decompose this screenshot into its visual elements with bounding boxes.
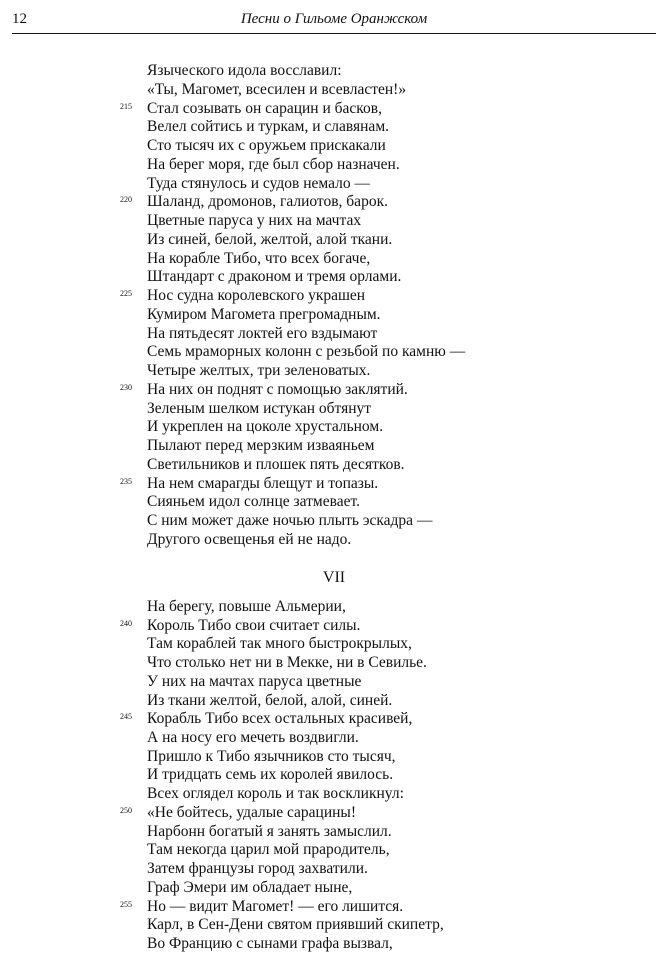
verse-line: На них он поднят с помощью заклятий.: [147, 380, 408, 398]
verse-line: Пылают перед мерзким изваяньем: [147, 437, 375, 455]
verse-line: Что столько нет ни в Мекке, ни в Севилье.: [147, 654, 427, 672]
verse-line: Велел сойтись и туркам, и славянам.: [147, 118, 389, 136]
verse-line: Стал созывать он сарацин и басков,: [147, 99, 382, 117]
verse-line: Нарбонн богатый я занять замыслил.: [147, 822, 392, 840]
verse-line: Языческого идола восславил:: [147, 62, 342, 79]
verse-line: На нем смарагды блещут и топазы.: [147, 474, 379, 492]
verse-line: «Не бойтесь, удалые сарацины!: [147, 803, 356, 821]
verse-line: Там некогда царил мой прародитель,: [147, 841, 390, 859]
verse-line: На берегу, повыше Альмерии,: [147, 598, 346, 615]
verse-line: Семь мраморных колонн с резьбой по камню —: [147, 343, 466, 361]
page-header: [12, 8, 656, 32]
verse-line: Корабль Тибо всех остальных красивей,: [147, 710, 413, 728]
verse-line: Цветные паруса у них на мачтах: [147, 212, 362, 230]
header-rule: [12, 33, 656, 34]
verse-line: И укреплен на цоколе хрустальном.: [147, 418, 384, 436]
verse-line: Пришло к Тибо язычников сто тысяч,: [147, 747, 396, 765]
line-number: 235: [120, 476, 132, 486]
line-number: 220: [120, 195, 132, 205]
verse-line: У них на мачтах паруса цветные: [147, 672, 362, 690]
verse-line: Из синей, белой, желтой, алой ткани.: [147, 230, 393, 248]
verse-line: Другого освещенья ей не надо.: [147, 531, 352, 548]
line-number: 230: [120, 382, 132, 392]
verse-line: Сто тысяч их с оружьем прискакали: [147, 137, 386, 155]
line-number: 225: [120, 289, 132, 299]
line-number: 240: [120, 618, 132, 628]
verse-line: Граф Эмери им обладает ныне,: [147, 878, 353, 896]
verse-line: С ним может даже ночью плыть эскадра —: [147, 512, 433, 530]
verse-line: Затем французы город захватили.: [147, 860, 368, 878]
verse-line: На пятьдесят локтей его вздымают: [147, 324, 378, 342]
verse-line: Из ткани желтой, белой, алой, синей.: [147, 691, 393, 709]
verse-line: Кумиром Магомета прегромадным.: [147, 305, 381, 323]
verse-line: Но — видит Магомет! — его лишится.: [147, 897, 404, 915]
verse-line: Четыре желтых, три зеленоватых.: [147, 362, 371, 380]
verse-line: И тридцать семь их королей явилось.: [147, 766, 394, 784]
verse-line: Туда стянулось и судов немало —: [147, 174, 370, 192]
verse-line: Во Францию с сынами графа вызвал,: [147, 934, 393, 952]
verse-line: Там кораблей так много быстрокрылых,: [147, 635, 412, 653]
line-number: 245: [120, 712, 132, 722]
line-number: 255: [120, 899, 132, 909]
verse-line: Шаланд, дромонов, галиотов, барок.: [147, 193, 388, 211]
verse-line: Светильников и плошек пять десятков.: [147, 455, 405, 473]
running-title: Песни о Гильоме Оранжском: [240, 11, 428, 27]
verse-line: На берег моря, где был сбор назначен.: [147, 155, 400, 173]
verse-line: Штандарт с драконом и тремя орлами.: [147, 268, 402, 286]
line-number: 250: [120, 805, 132, 815]
line-number: 215: [120, 101, 132, 111]
verse-line: Нос судна королевского украшен: [147, 287, 366, 305]
verse-line: «Ты, Магомет, всесилен и всевластен!»: [147, 80, 407, 98]
verse-line: А на носу его мечеть воздвигли.: [147, 729, 359, 747]
verse-line: Карл, в Сен-Дени святом приявший скипетр,: [147, 916, 444, 934]
page-number: 12: [12, 11, 27, 27]
verse-line: Всех оглядел король и так воскликнул:: [147, 785, 404, 803]
verse-line: На корабле Тибо, что всех богаче,: [147, 249, 371, 267]
verse-line: Сияньем идол солнце затмевает.: [147, 493, 360, 511]
verse-line: Зеленым шелком истукан обтянут: [147, 399, 372, 417]
verse-line: Король Тибо свои считает силы.: [147, 616, 361, 634]
section-heading: VII: [322, 569, 346, 586]
